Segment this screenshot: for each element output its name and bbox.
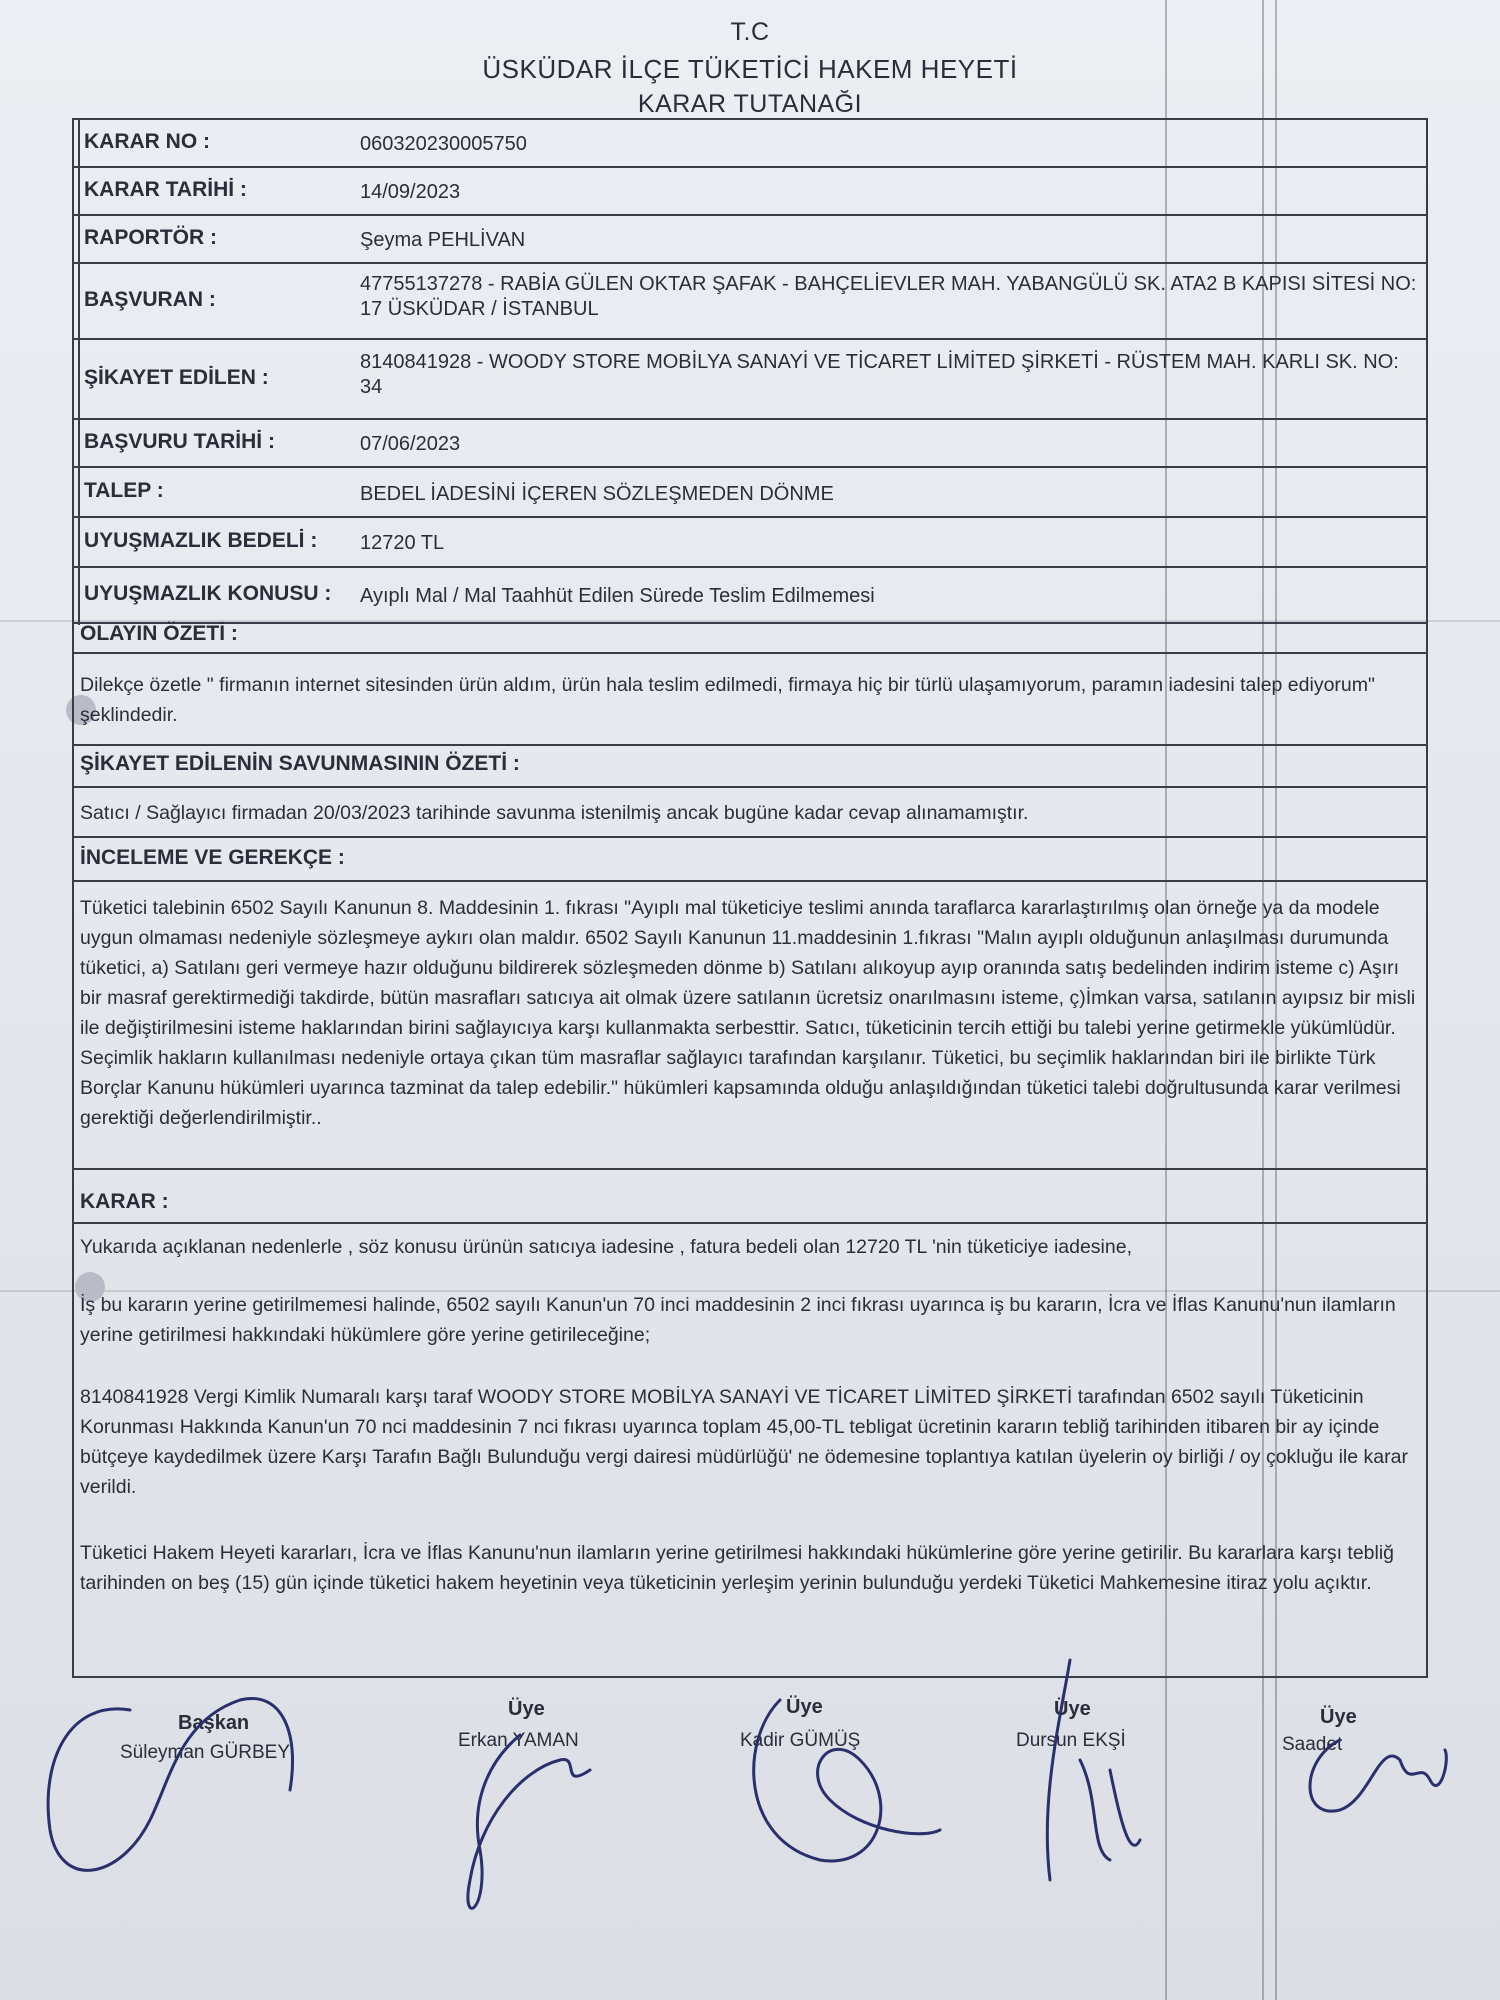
karar-paragraph-1: Yukarıda açıklanan nedenlerle , söz konusu ürünün satıcıya iadesine , fatura bedeli olan 12720 TL 'nin tüketiciye iadesine, bbox=[80, 1236, 1133, 1258]
field-value: 47755137278 - RABİA GÜLEN OKTAR ŞAFAK - BAHÇELİEVLER MAH. YABANGÜLÜ SK. ATA2 B KAPISI SİTESİ NO: 17 ÜSKÜDAR / İSTANBUL bbox=[360, 273, 1417, 320]
section-title-savunma: ŞİKAYET EDİLENİN SAVUNMASININ ÖZETİ : bbox=[80, 752, 520, 775]
section-title-inceleme: İNCELEME VE GEREKÇE : bbox=[80, 846, 345, 869]
field-label: KARAR NO : bbox=[84, 130, 210, 153]
signature-name-uye-1: Erkan YAMAN bbox=[458, 1730, 579, 1751]
section-text-olay: Dilekçe özetle " firmanın internet sitesinden ürün aldım, ürün hala teslim edilmedi, firmaya hiç bir türlü ulaşamıyorum, paramın iadesini talep ediyorum" şeklindedir. bbox=[80, 674, 1375, 726]
field-label: BAŞVURU TARİHİ : bbox=[84, 430, 275, 453]
field-value: BEDEL İADESİNİ İÇEREN SÖZLEŞMEDEN DÖNME bbox=[360, 483, 834, 505]
signature-scribble-uye-3 bbox=[1047, 1660, 1140, 1880]
field-value: Şeyma PEHLİVAN bbox=[360, 229, 526, 251]
field-label: ŞİKAYET EDİLEN : bbox=[84, 366, 269, 389]
header-document-title: KARAR TUTANAĞI bbox=[637, 90, 863, 118]
field-value: 060320230005750 bbox=[360, 133, 527, 155]
signature-role-uye-4: Üye bbox=[1320, 1706, 1357, 1728]
signature-role-uye-1: Üye bbox=[508, 1698, 545, 1720]
field-value: 14/09/2023 bbox=[360, 181, 461, 203]
signature-name-uye-3: Dursun EKŞİ bbox=[1016, 1730, 1126, 1751]
field-value: 07/06/2023 bbox=[360, 433, 461, 455]
signature-scribble-uye-1 bbox=[468, 1735, 590, 1908]
field-label: BAŞVURAN : bbox=[84, 288, 216, 311]
signature-scribble-uye-4 bbox=[1310, 1740, 1446, 1811]
signature-role-uye-3: Üye bbox=[1054, 1698, 1091, 1720]
field-value: Ayıplı Mal / Mal Taahhüt Edilen Sürede Teslim Edilmemesi bbox=[360, 585, 875, 607]
karar-paragraph-4: Tüketici Hakem Heyeti kararları, İcra ve İflas Kanunu'nun ilamların yerine getirilmesi hakkındaki hükümlerine göre yerine getirilir. Bu kararlara karşı tebliğ tarihinden on beş (15) gün içinde tüketici hakem heyetinin veya tüketicinin yerleşim yerinin bulunduğu yerdeki Tüketici Mahkemesine itiraz yolu açıktır. bbox=[80, 1542, 1395, 1594]
signature-scribble-uye-2 bbox=[754, 1700, 940, 1861]
field-value: 8140841928 - WOODY STORE MOBİLYA SANAYİ VE TİCARET LİMİTED ŞİRKETİ - RÜSTEM MAH. KARLI SK. NO: 34 bbox=[360, 351, 1399, 398]
section-text-savunma: Satıcı / Sağlayıcı firmadan 20/03/2023 tarihinde savunma istenilmiş ancak bugüne kadar cevap alınamamıştır. bbox=[80, 802, 1029, 824]
signature-scribble-baskan bbox=[48, 1698, 292, 1870]
section-title-olay: OLAYIN ÖZETİ : bbox=[80, 622, 238, 645]
signature-role-uye-2: Üye bbox=[786, 1696, 823, 1718]
field-label: KARAR TARİHİ : bbox=[84, 178, 247, 201]
header-tc: T.C bbox=[730, 18, 770, 46]
field-label: TALEP : bbox=[84, 479, 164, 502]
signature-name-baskan: Süleyman GÜRBEY bbox=[120, 1742, 291, 1763]
field-label: RAPORTÖR : bbox=[84, 226, 217, 249]
field-label: UYUŞMAZLIK KONUSU : bbox=[84, 582, 332, 605]
signature-name-uye-4: Saadet bbox=[1282, 1734, 1343, 1755]
section-text-inceleme: Tüketici talebinin 6502 Sayılı Kanunun 8. Maddesinin 1. fıkrası "Ayıplı mal tüketiciye teslimi anında taraflarca kararlaştırılmış olan örneğe ya da modele uygun olmaması nedeniyle sözleşmeye aykırı olan maldır. 6502 Sayılı Kanunun 11.maddesinin 1.fıkrası "Malın ayıplı olduğunun anlaşılması durumunda tüketici, a) Satılanı geri vermeye hazır olduğunu bildirerek sözleşmeden dönme b) Satılanı alıkoyup ayıp oranında satış bedelinden indirim isteme c) Aşırı bir masraf gerektirmediği takdirde, bütün masrafları satıcıya ait olmak üzere satılanın ücretsiz onarılmasını isteme, ç)İmkan varsa, satılanın ayıpsız bir misli ile değiştirilmesini isteme haklarından birini sağlayıcıya karşı kullanmakta serbesttir. Satıcı, tüketicinin tercih ettiği bu talebi yerine getirmekle yükümlüdür. Seçimlik hakların kullanılması nedeniyle ortaya çıkan tüm masraflar sağlayıcı tarafından karşılanır. Tüketici, bu seçimlik haklarından biri ile birlikte Türk Borçlar Kanunu hükümleri uyarınca tazminat da talep edebilir." hükümleri kapsamında olduğu anlaşıldığından tüketici talebi doğrultusunda karar verilmesi gerektiği değerlendirilmiştir.. bbox=[80, 897, 1416, 1129]
karar-paragraph-2: İş bu kararın yerine getirilmemesi halinde, 6502 sayılı Kanun'un 70 inci maddesinin 2 inci fıkrası uyarınca iş bu kararın, İcra ve İflas Kanunu'nun ilamların yerine getirilmesi hakkındaki hükümlere göre yerine getirileceğine; bbox=[80, 1294, 1396, 1346]
field-label: UYUŞMAZLIK BEDELİ : bbox=[84, 529, 318, 552]
signature-name-uye-2: Kadir GÜMÜŞ bbox=[740, 1730, 861, 1751]
header-institution: ÜSKÜDAR İLÇE TÜKETİCİ HAKEM HEYETİ bbox=[482, 54, 1018, 84]
section-title-karar: KARAR : bbox=[80, 1190, 169, 1213]
field-value: 12720 TL bbox=[360, 532, 445, 554]
signature-role-baskan: Başkan bbox=[178, 1712, 250, 1734]
karar-paragraph-3: 8140841928 Vergi Kimlik Numaralı karşı taraf WOODY STORE MOBİLYA SANAYİ VE TİCARET LİMİTED ŞİRKETİ tarafından 6502 sayılı Tüketicinin Korunması Hakkında Kanun'un 70 nci maddesinin 7 nci fıkrası uyarınca toplam 45,00-TL tebligat ücretinin kararın tebliğ tarihinden itibaren bir ay içinde bütçeye kaydedilmek üzere Karşı Tarafın Bağlı Bulunduğu vergi dairesi müdürlüğü' ne ödemesine toplantıya katılan üyelerin oy birliği / oy çokluğu ile karar verildi. bbox=[80, 1386, 1408, 1498]
